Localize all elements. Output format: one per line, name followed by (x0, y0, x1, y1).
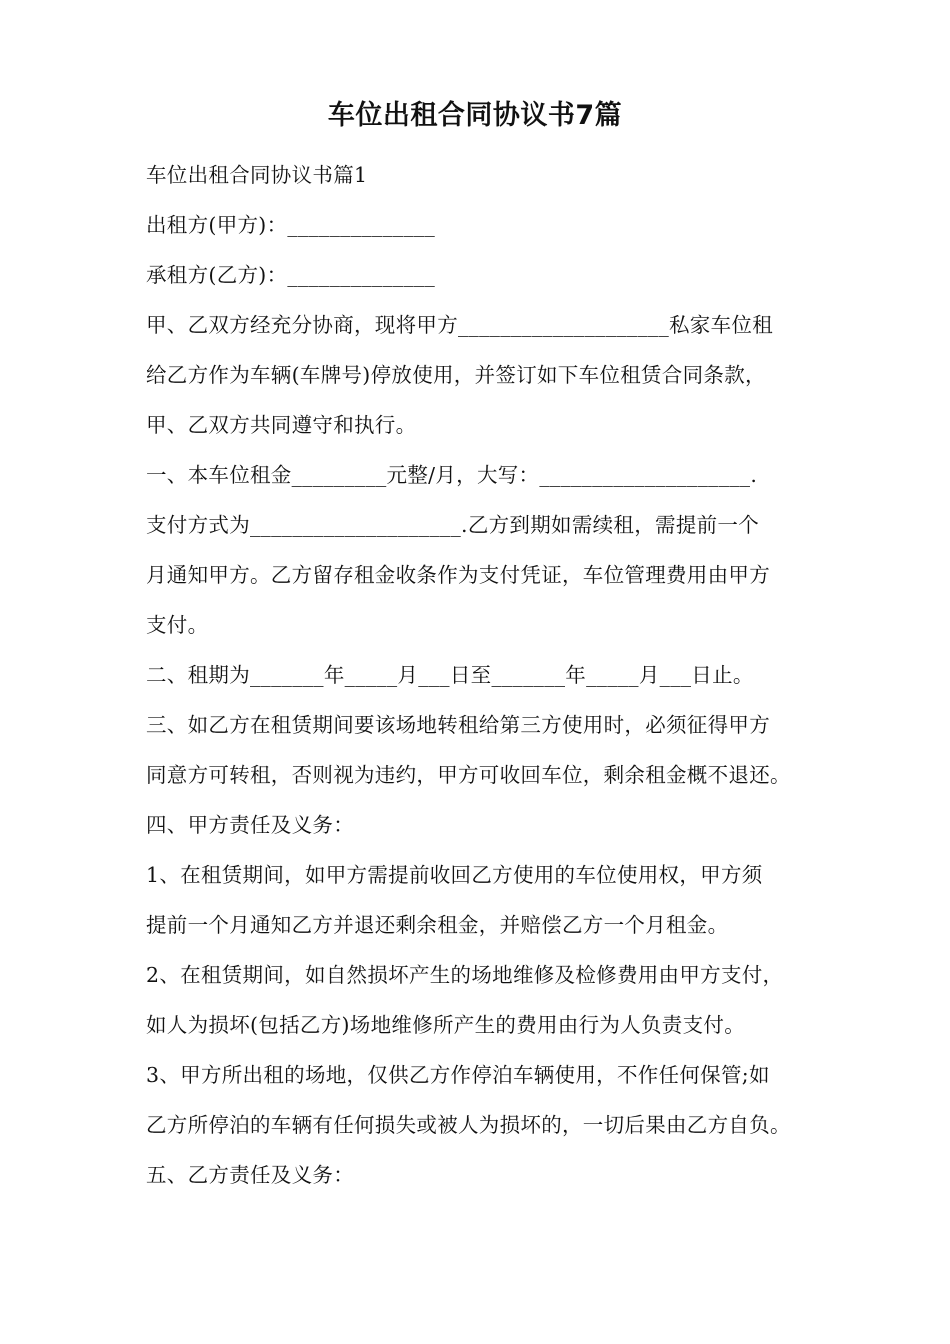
paragraph-line: 甲、乙双方经充分协商，现将甲方____________________私家车位租 (146, 313, 773, 337)
paragraph-line: 四、甲方责任及义务： (146, 813, 354, 837)
paragraph-line: 1、在租赁期间，如甲方需提前收回乙方使用的车位使用权，甲方须 (146, 863, 763, 887)
paragraph-line: 2、在租赁期间，如自然损坏产生的场地维修及检修费用由甲方支付， (146, 963, 784, 987)
paragraph-line: 甲、乙双方共同遵守和执行。 (146, 413, 417, 437)
paragraph-line: 月通知甲方。乙方留存租金收条作为支付凭证，车位管理费用由甲方 (146, 563, 770, 587)
paragraph-line: 一、本车位租金_________元整/月，大写：____________________. (146, 463, 758, 487)
paragraph-line: 乙方所停泊的车辆有任何损失或被人为损坏的，一切后果由乙方自负。 (146, 1113, 791, 1137)
paragraph-line: 承租方(乙方)：______________ (146, 263, 436, 287)
paragraph-line: 车位出租合同协议书篇1 (146, 163, 368, 187)
paragraph-line: 提前一个月通知乙方并退还剩余租金，并赔偿乙方一个月租金。 (146, 913, 729, 937)
paragraph-line: 3、甲方所出租的场地，仅供乙方作停泊车辆使用，不作任何保管;如 (146, 1063, 770, 1087)
paragraph-line: 五、乙方责任及义务： (146, 1163, 354, 1187)
paragraph-line: 支付。 (146, 613, 209, 637)
paragraph-line: 支付方式为____________________.乙方到期如需续租，需提前一个 (146, 513, 760, 537)
paragraph-line: 出租方(甲方)：______________ (146, 213, 436, 237)
paragraph-line: 二、租期为_______年_____月___日至_______年_____月___日止。 (146, 663, 754, 687)
paragraph-line: 如人为损坏(包括乙方)场地维修所产生的费用由行为人负责支付。 (146, 1013, 745, 1037)
document-title: 车位出租合同协议书7篇 (327, 100, 623, 131)
document-body (146, 150, 826, 1200)
paragraph-line: 三、如乙方在租赁期间要该场地转租给第三方使用时，必须征得甲方 (146, 713, 770, 737)
paragraph-line: 同意方可转租，否则视为违约，甲方可收回车位，剩余租金概不退还。 (146, 763, 791, 787)
paragraph-line: 给乙方作为车辆(车牌号)停放使用，并签订如下车位租赁合同条款， (146, 363, 766, 387)
